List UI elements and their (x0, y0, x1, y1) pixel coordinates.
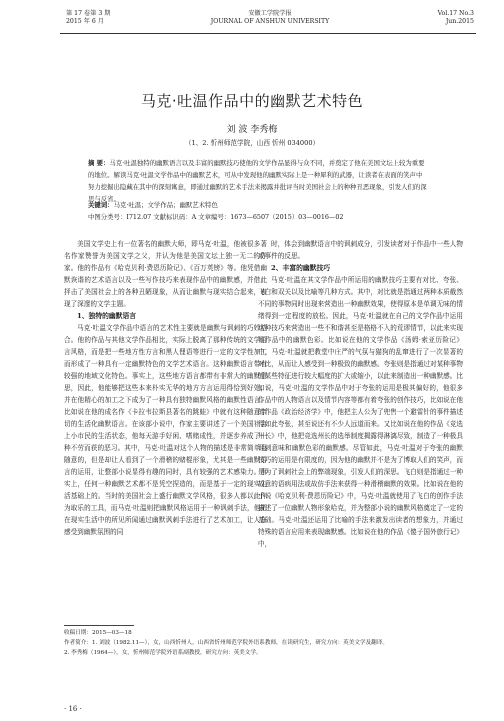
header-volume-en (438, 10, 474, 26)
keywords-text: 马克·吐温；文学作品；幽默艺术特色 (113, 201, 218, 209)
header-issue: 第 17 卷第 3 期 (66, 10, 111, 17)
body-paragraph: 时，体会到幽默语言中的讽刺成分，引发读者对于作品中一些人物或事件的反思。 (258, 240, 463, 260)
article-authors: 刘 波 李秀梅 (226, 125, 278, 135)
body-column-left (64, 238, 267, 538)
author-affiliation: （1、2. 忻州师范学院，山西 忻州 034000） (184, 139, 320, 147)
keywords-label: 关键词： (88, 201, 114, 209)
header-vol-no: Vol.17 No.3 (437, 10, 474, 17)
header-divider (60, 33, 476, 34)
keywords (88, 200, 428, 209)
footnotes (64, 628, 464, 658)
header-date: 2015 年 6 月 (66, 18, 104, 25)
body-paragraph: 马克·吐温文学作品中语言的艺术性主要就是幽默与讽刺的巧妙结合。他的作品与其他文学作品相比，实际上脱离了那种传统的文学语言风格，而是把一些地方性方言和黑人俚语等进行一定的文学性加工而形成了一种具有一定幽默特色的文学艺术语言。这种幽默语言带有较强的地域文化特色。事实上，这些地方语言都带有非常大的幽默意思，因此，他能够把这些本来朴实无华的地方方言运用得恰到好处，并在他精心的加工之下成为了一种具有独特幽默风格的幽默性语言。比如说在他的成名作《卡拉韦拉斯县著名的跳蛙》中就有这种随意亲切的生活化幽默语言。在该部小说中，作家主要讲述了一个美国社会上小市民的生活状态，他每天游手好闲、嗜赌成性，并逐步养成了一种不劳而获的恶习。其中，马克·吐温对这个人物的描述是非常简单且随意的，但是却让人看到了一个滑稽的赌棍形象，尤其是一些幽默语言的运用，让整部小说显得有趣的同时，具有较强的艺术感染力。事实上，任何一种幽默艺术都不是凭空捏造的，而是基于一定的现实生活基础上的。当时的美国社会上盛行幽默文学风格，很多人都以此作为取乐的工具，而马克·吐温则把幽默风格运用于一种讽刺手法，他把在现实生活中的所见所闻通过幽默讽刺手法进行了艺术加工，让人在感受到幽默氛围的同 (64, 324, 267, 536)
body-column-right (258, 238, 463, 550)
footnote-line: 2. 李秀梅（1964—），女，忻州师范学院外语系副教授，研究方向：英美文学。 (64, 650, 262, 656)
abstract (88, 157, 428, 205)
abstract-text: 马克·吐温独特的幽默语言以及丰富的幽默技巧使他的文学作品显得与众不同，并奠定了他在美国文坛上较为重要的地位。解读马克·吐温文学作品中的幽默艺术，可从中发现他的幽默实际上是一种犀利的武器，让读者在表面的笑声中努力挖掘出隐藏在其中的深刻寓意，即通过幽默的艺术手法来揭露并批评当时美国社会上的种种丑恶现象，引发人们的深思与反省。 (88, 159, 427, 203)
classification-line: 中图分类号：I712.07 文献标识码：A 文章编号：1673—6507（2015）03—0016—02 (88, 213, 344, 221)
article-title: 马克·吐温作品中的幽默艺术特色 (140, 92, 364, 110)
section-heading: 1、独特的幽默语言 (77, 312, 137, 320)
page-number: · 16 · (64, 705, 82, 713)
abstract-label: 摘 要： (88, 159, 110, 167)
header-date-en: Jun.2015 (445, 18, 474, 25)
footnote-line: 收稿日期：2015—03—18 (64, 630, 132, 636)
header-journal (66, 10, 474, 26)
section-heading: 2、丰富的幽默技巧 (271, 264, 331, 272)
journal-name-cn: 安徽工学院学报 (248, 10, 292, 17)
footnote-divider (64, 625, 134, 626)
body-paragraph: 美国文学史上有一位著名的幽默大师，即马克·吐温，他被很多著名作家赞誉为美国文学之父，并认为他是美国文坛上独一无二的作家。他的作品有《哈克贝利·费恩历险记》、《百万英镑》等。他凭借幽默诙谐的艺术语言以及一些写作技巧来表现作品中的幽默感，并借此抨击了美国社会上的各种丑陋现象，从而让幽默与现实结合起来，表现了深邃的文学主题。 (64, 240, 267, 308)
body-paragraph: 马克·吐温在其文学作品中所运用的幽默技巧主要有对比、夸张、飞白和双关以及比喻等几种方式。其中，对比就是指通过两种本质截然不同的事物同时出现来营造出一种幽默效果，使得原本是单调无味的情绪得到一定程度的放松。因此，马克·吐温就在自己的文学作品中运用这种技巧来营造出一些不和谐甚至是格格不入的荒谬情节，以此来实现他作品中的幽默色彩。比如说在他的文学作品《汤姆·索亚历险记》中，马克·吐温就把教堂中庄严的气氛与猫狗的乱窜进行了一次显著的对比，从而让人感受到一种极致的幽默感。夸张则是指通过对某种事物的某些特征进行较大幅度的扩大或缩小，以此来制造出一种幽默感。比如说，马克·吐温的文学作品中对于夸张的运用是极其偏好的，他很多作品中的人物语言以及情节内容等都有着夸张的创作技巧，比如说在他的作品《政治经济学》中，他把主人公为了兜售一个避雷针的事件描述得如此夸张，甚至说还有不少人远道而来。又比如说在他的作品《竞选州长》中，他把竞选州长的选举制度揭露得淋漓尽致，制造了一种极具讽刺意味和幽默色彩的幽默感。尽管如此，马克·吐温对于夸张的幽默技巧的运用是有限度的，因为他的幽默并不是为了博取人们的笑声，而是为了讽刺社会上的弊端现象，引发人们的深思。飞白则是指通过一种故意的语病用法或故仿手法来获得一种滑稽幽默的效果。比如说在他的小说《哈克贝利·费恩历险记》中，马克·吐温就使用了飞白的创作手法描述了一位幽默人物形象哈克，并为整部小说的幽默风格奠定了一定的基础。马克·吐温还运用了比喻的手法来激发出读者的想象力，并通过特殊的语言应用来表现幽默感。比如说在他的作品《傻子国外旅行记》中， (258, 276, 463, 548)
footnote-line: 作者简介：1. 刘波（1982.11—），女，山西忻州人，山西省忻州师范学院外语系教师，在读研究生，研究方向：英美文学及翻译。 (64, 640, 388, 646)
journal-name-en: JOURNAL OF ANSHUN UNIVERSITY (210, 18, 330, 25)
